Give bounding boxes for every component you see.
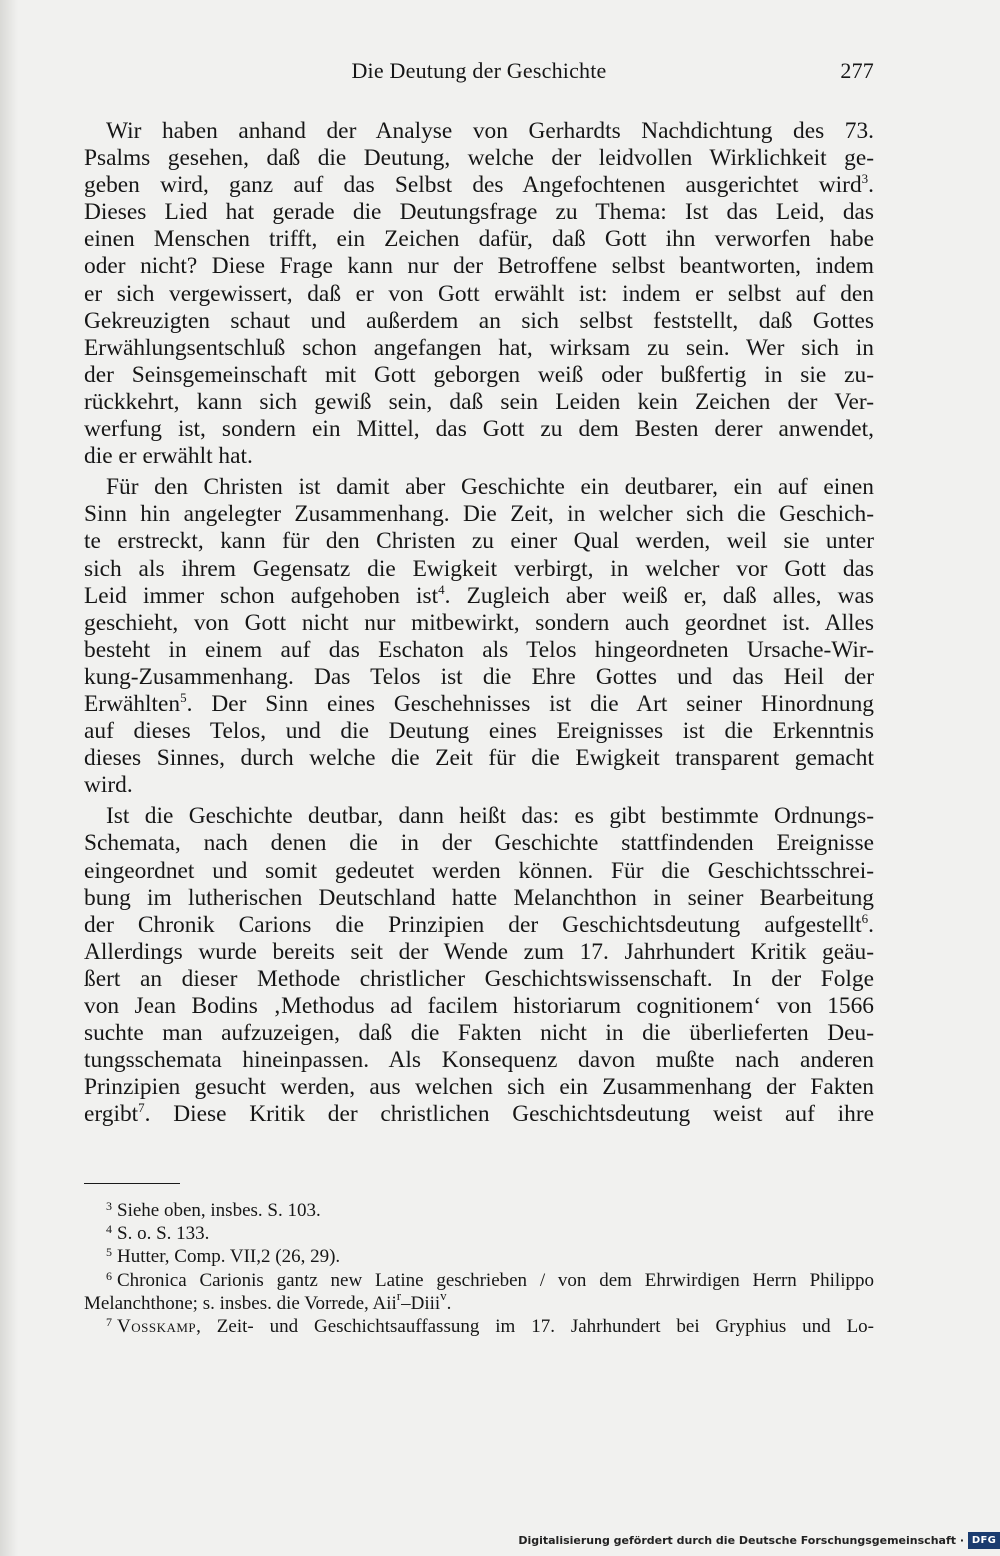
text-line: einen Menschen trifft, ein Zeichen dafür, daß Gott ihn verworfen habe: [84, 226, 874, 253]
page-edge-shadow: [0, 0, 18, 1556]
footnote-6: $^6$ Chronica Carionis gantz new Latine geschrieben / von dem Ehrwirdigen Herrn Philippo: [106, 1268, 874, 1291]
text-line: er sich vergewissert, daß er von Gott erwählt ist: indem er selbst auf den: [84, 280, 874, 307]
text-line: Gekreuzigten schaut und außerdem an sich selbst feststellt, daß Gottes: [84, 307, 874, 334]
text-line: Dieses Lied hat gerade die Deutungsfrage zu Thema: Ist das Leid, das: [84, 199, 874, 226]
footnote-ref[interactable]: 3: [861, 171, 869, 187]
text-line: ergibt$^7$. Diese Kritik der christlichen Geschichtsdeutung weist auf ihre: [84, 1100, 874, 1128]
text-line: von Jean Bodins ‚Methodus ad facilem historiarum cognitionem‘ von 1566: [84, 993, 874, 1019]
text-line: ßert an dieser Methode christlicher Geschichtswissenschaft. In der Folge: [84, 965, 874, 992]
text-line: bung im lutherischen Deutschland hatte Melanchthon in seiner Bearbeitung: [84, 884, 874, 911]
text-line: auf dieses Telos, und die Deutung eines Ereignisses ist die Erkenntnis: [84, 718, 874, 745]
text-line: der Seinsgemeinschaft mit Gott geborgen weiß oder bußfertig in sie zu-: [84, 361, 874, 388]
text-line: sich als ihrem Gegensatz die Ewigkeit verbirgt, in welcher vor Gott das: [84, 555, 874, 582]
text-line: geschieht, von Gott nicht nur mitbewirkt, sondern auch geordnet ist. Alles: [84, 609, 874, 636]
text-line: Wir haben anhand der Analyse von Gerhardts Nachdichtung des 73.: [106, 118, 874, 144]
running-header: [84, 54, 874, 88]
footnote-ref[interactable]: 6: [861, 910, 869, 926]
text-line: Allerdings wurde bereits seit der Wende zum 17. Jahrhundert Kritik geäu-: [84, 938, 874, 965]
footnote-divider: [84, 1183, 180, 1184]
text-line: suchte man aufzuzeigen, daß die Fakten nicht in die überlieferten Deu-: [84, 1020, 874, 1047]
dfg-logo-icon: DFG: [968, 1532, 1000, 1549]
text-line: werfung ist, sondern ein Mittel, das Gott zu dem Besten derer anwendet,: [84, 416, 874, 443]
running-title: Die Deutung der Geschichte: [351, 58, 607, 83]
text-line: geben wird, ganz auf das Selbst des Angefochtenen ausgerichtet wird$^3$.: [84, 171, 874, 199]
text-line: Schemata, nach denen die in der Geschichte stattfindenden Ereignisse: [84, 830, 874, 857]
text-line: tungsschemata hineinpassen. Als Konsequenz davon mußte nach anderen: [84, 1047, 874, 1074]
text-line: die er erwählt hat.: [84, 443, 253, 470]
body-text: [84, 118, 874, 1132]
footnote-3: $^3$ Siehe oben, insbes. S. 103.: [106, 1199, 321, 1221]
footnote-6-continued: Melanchthone; s. insbes. die Vorrede, Aii$^r$–Diii$^v$.: [84, 1287, 452, 1314]
text-line: der Chronik Carions die Prinzipien der Geschichtsdeutung aufgestellt$^6$.: [84, 910, 874, 938]
text-line: kung-Zusammenhang. Das Telos ist die Ehre Gottes und das Heil der: [84, 663, 874, 690]
text-line: Prinzipien gesucht werden, aus welchen sich ein Zusammenhang der Fakten: [84, 1074, 874, 1101]
footnotes: [84, 1199, 874, 1338]
text-line: rückkehrt, kann sich gewiß sein, daß sein Leiden kein Zeichen der Ver-: [84, 388, 874, 415]
page-number: 277: [840, 58, 874, 83]
paragraph-3: [84, 803, 874, 1128]
text-line: Psalms gesehen, daß die Deutung, welche der leidvollen Wirklichkeit ge-: [84, 145, 874, 172]
text-line: dieses Sinnes, durch welche die Zeit für die Ewigkeit transparent gemacht: [84, 745, 874, 772]
footnote-ref[interactable]: 4: [438, 581, 445, 597]
text-line: te erstreckt, kann für den Christen zu einer Qual werden, weil sie unter: [84, 528, 874, 555]
footnote-5: $^5$ Hutter, Comp. VII,2 (26, 29).: [106, 1245, 341, 1268]
text-line: Sinn hin angelegter Zusammenhang. Die Zeit, in welcher sich die Geschich-: [84, 501, 874, 528]
text-line: eingeordnet und somit gedeutet werden können. Für die Geschichtsschrei-: [84, 857, 874, 884]
text-line: Erwählten$^5$. Der Sinn eines Geschehnisses ist die Art seiner Hinordnung: [84, 689, 874, 717]
text-line: oder nicht? Diese Frage kann nur der Betroffene selbst beantworten, indem: [84, 253, 874, 280]
text-line: Ist die Geschichte deutbar, dann heißt das: es gibt bestimmte Ordnungs-: [106, 803, 874, 830]
banner-text: Digitalisierung gefördert durch die Deutsche Forschungsgemeinschaft ·: [518, 1533, 964, 1547]
footnote-7: $^7$ Vosskamp, Zeit- und Geschichtsauffassung im 17. Jahrhundert bei Gryphius und Lo-: [106, 1314, 874, 1337]
text-line: Leid immer schon aufgehoben ist$^4$. Zugleich aber weiß er, daß alles, was: [84, 581, 874, 609]
footnote-4: $^4$ S. o. S. 133.: [106, 1222, 210, 1245]
text-line: besteht in einem auf das Eschaton als Telos hingeordneten Ursache-Wir-: [84, 636, 874, 663]
digitization-banner: [518, 1529, 1000, 1551]
text-line: Erwählungsentschluß schon angefangen hat, wirksam zu sein. Wer sich in: [84, 334, 874, 361]
text-line: Für den Christen ist damit aber Geschichte ein deutbarer, ein auf einen: [106, 474, 874, 501]
text-line: wird.: [84, 772, 133, 799]
footnote-ref[interactable]: 7: [138, 1100, 145, 1116]
paragraph-1: [84, 118, 874, 470]
paragraph-2: [84, 474, 874, 799]
footnote-ref[interactable]: 5: [180, 689, 187, 705]
